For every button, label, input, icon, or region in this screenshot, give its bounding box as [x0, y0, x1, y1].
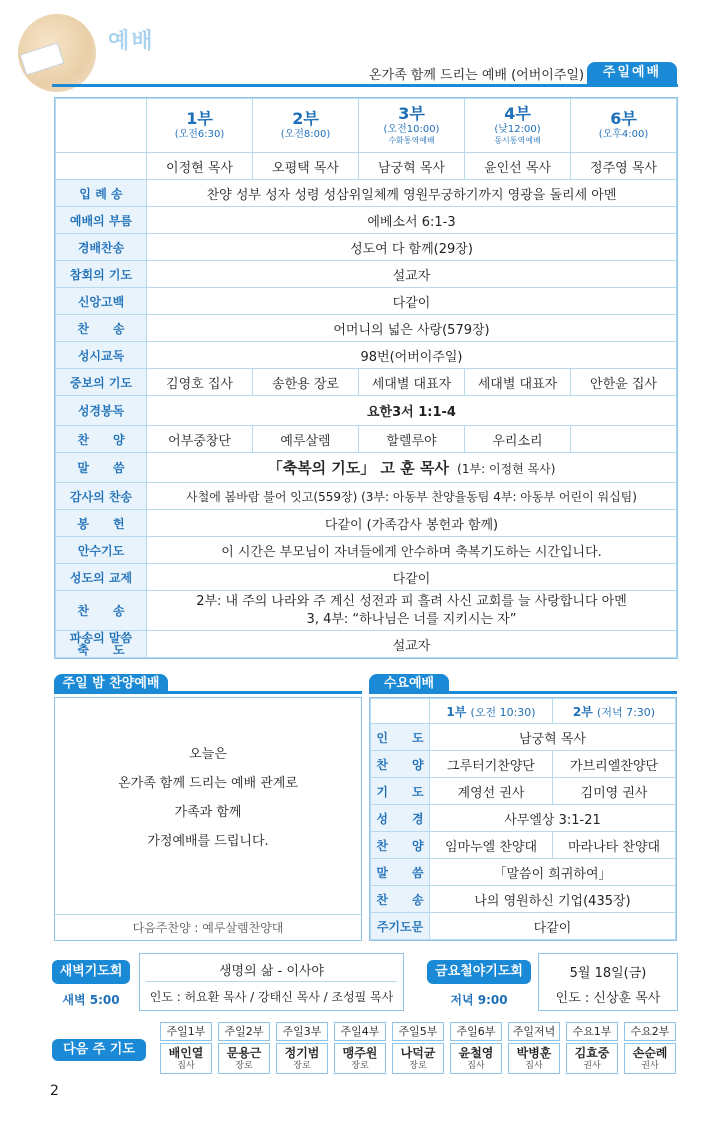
service-2: 2부 (오전8:00) [253, 99, 359, 153]
row-label: 안수기도 [56, 537, 147, 564]
prayer-cell: 주일5부 나덕균 장로 [392, 1022, 444, 1074]
wed-col-2: 2부 (저녁 7:30) [553, 699, 676, 724]
row-value: 다같이 [147, 288, 677, 315]
prayer-cell: 수요2부 손순례 권사 [624, 1022, 676, 1074]
prayer-cell: 주일2부 문용근 장로 [218, 1022, 270, 1074]
empty-cell [571, 426, 677, 453]
order-row [56, 315, 677, 342]
scripture-reading: 요한3서 1:1-4 [147, 396, 677, 426]
leader-1: 이정현 목사 [147, 153, 253, 180]
sermon-cell [147, 453, 677, 483]
prayer-cell: 주일4부 맹주원 장로 [334, 1022, 386, 1074]
sunday-night-tab: 주일 밤 찬양예배 [54, 674, 168, 694]
friday-leader: 인도 : 신상훈 목사 [555, 991, 661, 1006]
row-label: 찬 송 [56, 591, 147, 631]
wed-row [371, 751, 676, 778]
prayer-cell: 수요1부 김효중 권사 [566, 1022, 618, 1074]
row-label: 성 경 [371, 805, 430, 832]
service-header-row [56, 99, 677, 153]
wednesday-table [369, 697, 677, 941]
row-label: 찬 송 [56, 315, 147, 342]
row-label: 봉 헌 [56, 510, 147, 537]
wed-row [371, 886, 676, 913]
row-value: 어머니의 넓은 사랑(579장) [147, 315, 677, 342]
hymn-line-2: 3, 4부: “하나님은 너를 지키시는 자” [306, 611, 517, 627]
row-label: 찬 양 [371, 751, 430, 778]
row-label: 주기도문 [371, 913, 430, 940]
row-label: 인 도 [371, 724, 430, 751]
order-row [56, 342, 677, 369]
row-value: 사무엘상 3:1-21 [430, 805, 676, 832]
page-subtitle: 온가족 함께 드리는 예배 (어버이주일) [369, 68, 585, 83]
prayer-cell: 주일3부 정기범 장로 [276, 1022, 328, 1074]
page-number: 2 [50, 1083, 59, 1099]
row-value: 98번(어버이주일) [147, 342, 677, 369]
sunday-night-rule [54, 691, 362, 694]
row-value: 다같이 [147, 564, 677, 591]
section-tab: 주일예배 [587, 62, 677, 84]
friday-prayer-time: 저녁 9:00 [450, 993, 508, 1007]
row-value [147, 591, 677, 631]
leader-4: 윤인선 목사 [465, 153, 571, 180]
next-week-choir: 다음주찬양 : 예루살렘찬양대 [55, 914, 361, 940]
row-value: 찬양 성부 성자 성령 성삼위일체께 영원무궁하기까지 영광을 돌리세 아멘 [147, 180, 677, 207]
row-value: 나의 영원하신 기업(435장) [430, 886, 676, 913]
intercessor: 세대별 대표자 [465, 369, 571, 396]
wed-row [371, 859, 676, 886]
sermon-note: (1부: 이정현 목사) [457, 462, 556, 476]
sunday-worship-table [54, 97, 678, 659]
section-title: 예배 [108, 29, 155, 54]
row-value: 설교자 [147, 631, 677, 658]
row-label: 찬 양 [371, 832, 430, 859]
benediction-row [56, 631, 677, 658]
row-value: 계영선 권사 [430, 778, 553, 805]
wed-row [371, 724, 676, 751]
order-row [56, 207, 677, 234]
wed-row [371, 832, 676, 859]
row-value: 다같이 [430, 913, 676, 940]
row-label: 성도의 교제 [56, 564, 147, 591]
row-label: 말 씀 [56, 453, 147, 483]
prayer-cell: 주일1부 배인열 집사 [160, 1022, 212, 1074]
choir: 어부중창단 [147, 426, 253, 453]
row-label: 경배찬송 [56, 234, 147, 261]
order-row [56, 564, 677, 591]
page-header [0, 0, 715, 88]
sunday-night-box [54, 697, 362, 941]
intercessor: 김영호 집사 [147, 369, 253, 396]
friday-date: 5월 18일(금) [569, 966, 647, 981]
row-value: 임마누엘 찬양대 [430, 832, 553, 859]
wednesday-tab: 수요예배 [369, 674, 449, 694]
service-1: 1부 (오전6:30) [147, 99, 253, 153]
order-row [56, 483, 677, 510]
wed-row [371, 778, 676, 805]
dawn-prayer-time: 새벽 5:00 [62, 993, 120, 1007]
row-value: 사철에 봄바람 불어 잇고(559장) (3부: 아동부 찬양율동팀 4부: 아동부 어린이 워십팀) [147, 483, 677, 510]
friday-prayer-badge: 금요철야기도회 [427, 960, 531, 984]
choir: 우리소리 [465, 426, 571, 453]
order-row [56, 288, 677, 315]
header-rule [52, 84, 678, 87]
leader-row [56, 153, 677, 180]
row-label: 중보의 기도 [56, 369, 147, 396]
leader-2: 오평택 목사 [253, 153, 359, 180]
closing-hymn-row [56, 591, 677, 631]
row-value: 다같이 (가족감사 봉헌과 함께) [147, 510, 677, 537]
row-label: 찬 송 [371, 886, 430, 913]
order-row [56, 261, 677, 288]
service-6: 6부 (오후4:00) [571, 99, 677, 153]
row-label: 말 씀 [371, 859, 430, 886]
row-value: 가브리엘찬양단 [553, 751, 676, 778]
row-label: 예배의 부름 [56, 207, 147, 234]
scripture-row [56, 396, 677, 426]
order-row [56, 180, 677, 207]
row-value: 에베소서 6:1-3 [147, 207, 677, 234]
row-label: 입 례 송 [56, 180, 147, 207]
next-week-prayer-label: 다음 주 기도 [52, 1039, 146, 1061]
row-label: 기 도 [371, 778, 430, 805]
wed-row [371, 805, 676, 832]
praise-row [56, 426, 677, 453]
row-value: 설교자 [147, 261, 677, 288]
wed-header-row [371, 699, 676, 724]
sunday-night-notice: 오늘은 온가족 함께 드리는 예배 관계로 가족과 함께 가정예배를 드립니다. [118, 747, 298, 849]
row-label: 신앙고백 [56, 288, 147, 315]
sermon-row [56, 453, 677, 483]
wed-col-1: 1부 (오전 10:30) [430, 699, 553, 724]
row-label: 참회의 기도 [56, 261, 147, 288]
row-value: 이 시간은 부모님이 자녀들에게 안수하며 축복기도하는 시간입니다. [147, 537, 677, 564]
dawn-prayer-box [139, 953, 404, 1011]
order-row [56, 234, 677, 261]
sermon-title: 「축복의 기도」 고 훈 목사 [267, 459, 449, 477]
row-label: 파송의 말씀 축 도 [56, 631, 147, 658]
row-value: 그루터기찬양단 [430, 751, 553, 778]
dawn-prayer-badge: 새벽기도회 [52, 960, 130, 984]
row-label: 찬 양 [56, 426, 147, 453]
row-label: 성경봉독 [56, 396, 147, 426]
row-value: 김미영 권사 [553, 778, 676, 805]
empty-corner [56, 99, 147, 153]
service-3: 3부 (오전10:00) 수화통역예배 [359, 99, 465, 153]
row-value: 성도여 다 함께(29장) [147, 234, 677, 261]
friday-prayer-box [538, 953, 678, 1011]
order-row [56, 537, 677, 564]
service-4: 4부 (낮12:00) 동시통역예배 [465, 99, 571, 153]
next-week-prayer-grid [160, 1022, 678, 1074]
row-label: 감사의 찬송 [56, 483, 147, 510]
order-row [56, 510, 677, 537]
empty-corner [371, 699, 430, 724]
row-value: 마라나타 찬양대 [553, 832, 676, 859]
empty-cell [56, 153, 147, 180]
choir: 할렐루야 [359, 426, 465, 453]
row-label: 성시교독 [56, 342, 147, 369]
row-value: 「말씀이 희귀하여」 [430, 859, 676, 886]
intercessor: 안한윤 집사 [571, 369, 677, 396]
wed-row [371, 913, 676, 940]
wednesday-rule [369, 691, 677, 694]
intercessor: 송한용 장로 [253, 369, 359, 396]
hymn-line-1: 2부: 내 주의 나라와 주 계신 성전과 피 흘려 사신 교회를 늘 사랑합니다 아멘 [196, 593, 627, 609]
row-value: 남궁혁 목사 [430, 724, 676, 751]
dawn-topic: 생명의 삶 - 이사야 [219, 964, 324, 979]
intercessor: 세대별 대표자 [359, 369, 465, 396]
intercession-row [56, 369, 677, 396]
prayer-cell: 주일저녁 박병훈 집사 [508, 1022, 560, 1074]
choir: 예루살렘 [253, 426, 359, 453]
dawn-leaders: 인도 : 허요환 목사 / 강태신 목사 / 조성필 목사 [149, 990, 394, 1004]
leader-6: 정주영 목사 [571, 153, 677, 180]
prayer-cell: 주일6부 윤철영 집사 [450, 1022, 502, 1074]
leader-3: 남궁혁 목사 [359, 153, 465, 180]
